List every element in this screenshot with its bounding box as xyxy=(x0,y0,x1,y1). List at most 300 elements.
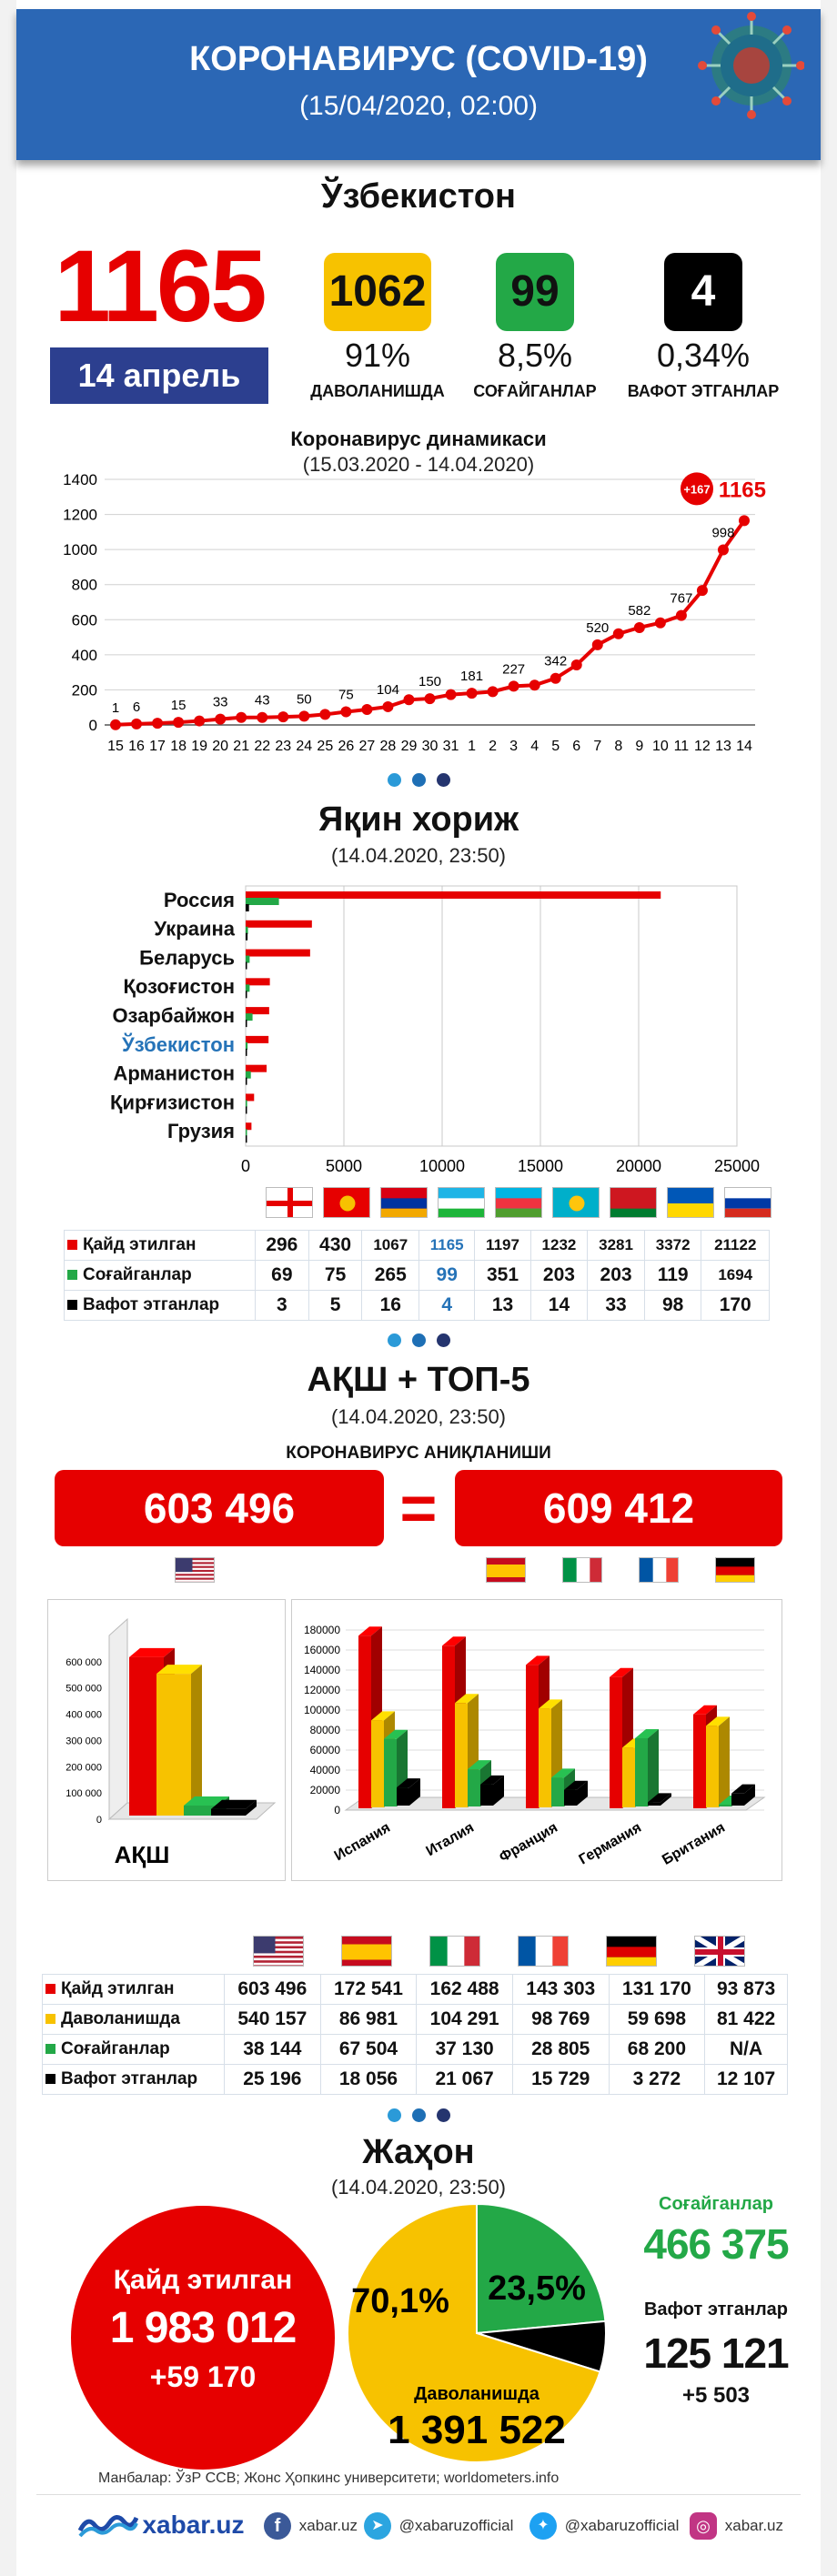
flag-stripe xyxy=(725,1198,771,1208)
y-tick-label: 400 xyxy=(71,646,97,664)
table-cell: 93 873 xyxy=(705,1975,788,2005)
table-cell: 59 698 xyxy=(609,2005,705,2035)
uz-active-pct: 91% xyxy=(344,337,411,374)
flag-graphic xyxy=(563,1558,602,1583)
world-deaths-delta: +5 503 xyxy=(681,2383,751,2408)
table-cell: 3372 xyxy=(644,1231,701,1261)
world-registered-value: 1 983 012 xyxy=(109,2304,297,2352)
table-cell: 98 769 xyxy=(512,2005,609,2035)
data-label: 15 xyxy=(170,698,187,714)
data-point xyxy=(676,610,687,621)
uzbekistan-title: Ўзбекистон xyxy=(321,177,516,216)
x-tick-label: 11 xyxy=(673,739,690,754)
data-label: 43 xyxy=(254,692,270,709)
table-cell: 3281 xyxy=(588,1231,645,1261)
top-flags-row xyxy=(0,1557,837,1590)
brand-name: xabar.uz xyxy=(142,2511,245,2539)
x-tick-label: 23 xyxy=(275,739,292,754)
data-point xyxy=(634,622,645,633)
pager-dot xyxy=(437,2108,450,2122)
twitter-link[interactable] xyxy=(529,2512,679,2540)
x-tick-label: 9 xyxy=(635,739,644,754)
data-point xyxy=(488,686,499,697)
legend-square-icon xyxy=(67,1270,77,1280)
data-point xyxy=(194,716,205,727)
x-tick-label: 25000 xyxy=(713,1157,761,1175)
flag-fr-icon xyxy=(518,1936,569,1967)
table-cell: 119 xyxy=(644,1261,701,1291)
data-label: 104 xyxy=(376,681,399,698)
data-point xyxy=(467,688,478,699)
bar-Қайд этилган xyxy=(693,1715,706,1808)
table-cell: 21122 xyxy=(701,1231,770,1261)
country-label: Қозоғистон xyxy=(123,975,235,999)
flag-stripe xyxy=(716,1575,755,1583)
flag-graphic xyxy=(668,1188,714,1218)
y-tick-label: 600 000 xyxy=(66,1656,102,1668)
table-cell: 25 196 xyxy=(225,2065,321,2095)
data-point xyxy=(131,719,142,730)
bar-Даволанишда xyxy=(371,1720,384,1807)
flag-stripe xyxy=(496,1209,542,1218)
row-label-text: Соғайганлар xyxy=(61,2039,170,2058)
flag-graphic xyxy=(267,1188,313,1218)
pager-dot xyxy=(412,2108,426,2122)
uz-deaths-box: 4 xyxy=(664,253,742,331)
x-tick-label: 10 xyxy=(651,739,669,754)
flag-emblem xyxy=(340,1196,356,1212)
near-abroad-table xyxy=(64,1230,770,1321)
world-title: Жаҳон xyxy=(362,2133,475,2171)
table-cell: 5 xyxy=(308,1291,362,1321)
row-label xyxy=(43,2035,225,2065)
bar-Соғайганлар xyxy=(468,1769,480,1806)
data-point xyxy=(550,673,561,684)
y-tick-label: 300 000 xyxy=(66,1736,102,1747)
flag-stripe xyxy=(439,1188,485,1198)
bar-Соғайганлар xyxy=(246,1129,247,1136)
data-point xyxy=(509,680,519,691)
table-row xyxy=(65,1261,770,1291)
x-tick-label: 28 xyxy=(379,739,397,754)
instagram-handle: xabar.uz xyxy=(724,2517,783,2534)
usa-total-box: 603 496 xyxy=(55,1470,384,1546)
y-tick-label: 100000 xyxy=(303,1704,340,1716)
bar-Соғайганлар xyxy=(384,1739,397,1806)
near-flags-row xyxy=(0,1187,837,1223)
data-point xyxy=(340,707,351,718)
data-point xyxy=(655,618,666,629)
x-tick-label: 15000 xyxy=(517,1157,564,1175)
dynamics-title: Коронавирус динамикаси xyxy=(290,428,547,450)
data-point xyxy=(277,711,288,722)
near-abroad-title: Яқин хориж xyxy=(318,800,519,839)
flag-stripe xyxy=(552,1937,569,1967)
flag-stripe xyxy=(610,1209,657,1218)
instagram-link[interactable] xyxy=(690,2512,783,2540)
x-tick-label: 31 xyxy=(442,739,459,754)
data-point xyxy=(173,717,184,728)
country-label: Озарбайжон xyxy=(112,1004,235,1027)
x-tick-label: 7 xyxy=(593,739,602,754)
table-cell: 203 xyxy=(588,1261,645,1291)
world-deaths-label: Вафот этганлар xyxy=(643,2299,789,2319)
pager-dot xyxy=(388,1333,401,1347)
telegram-icon: ➤ xyxy=(364,2512,391,2540)
footer-divider xyxy=(36,2494,801,2495)
table-cell: 1067 xyxy=(362,1231,419,1261)
flag-graphic xyxy=(324,1188,370,1218)
bar-Соғайганлар xyxy=(246,984,249,991)
flag-graphic xyxy=(695,1937,745,1967)
table-row xyxy=(43,2035,788,2065)
table-row xyxy=(43,2065,788,2095)
flag-kz-icon xyxy=(552,1187,600,1218)
table-cell: 81 422 xyxy=(705,2005,788,2035)
data-point xyxy=(697,585,708,596)
bar-Вафот этганлар xyxy=(246,933,247,941)
flag-canton xyxy=(176,1558,192,1572)
table-cell: 68 200 xyxy=(609,2035,705,2065)
data-point xyxy=(110,719,121,730)
y-tick-label: 1400 xyxy=(63,471,97,488)
flag-stripe xyxy=(439,1209,485,1218)
legend-square-icon xyxy=(45,2044,55,2054)
bar-Қайд этилган xyxy=(246,950,310,957)
table-row xyxy=(65,1231,770,1261)
country-label: Россия xyxy=(163,888,235,911)
table-cell: 172 541 xyxy=(320,1975,417,2005)
table-cell: 603 496 xyxy=(225,1975,321,2005)
table-row xyxy=(43,2005,788,2035)
flag-graphic xyxy=(725,1188,771,1218)
category-label: Италия xyxy=(423,1819,477,1860)
table-cell: 351 xyxy=(475,1261,530,1291)
data-label: 582 xyxy=(628,602,651,619)
pie-label-deaths-pct: 6,3% xyxy=(548,2332,602,2360)
flag-fr-icon xyxy=(639,1557,679,1583)
pie-slice-Соғайганлар xyxy=(477,2204,605,2333)
uz-deaths-label: ВАФОТ ЭТГАНЛАР xyxy=(627,382,780,400)
flag-am-icon xyxy=(380,1187,428,1218)
row-label xyxy=(65,1231,256,1261)
flag-graphic xyxy=(381,1188,428,1218)
world-cured-label: Соғайганлар xyxy=(659,2194,773,2214)
virus-icon xyxy=(695,9,804,146)
flag-stripe xyxy=(430,1937,448,1967)
flag-graphic xyxy=(716,1558,755,1583)
bar-Даволанишда xyxy=(455,1703,468,1807)
x-tick-label: 5 xyxy=(551,739,560,754)
table-cell: 104 291 xyxy=(417,2005,513,2035)
flag-graphic xyxy=(610,1188,657,1218)
data-label: 6 xyxy=(132,699,141,715)
dynamics-line-chart xyxy=(55,468,782,760)
table-cell: 13 xyxy=(475,1291,530,1321)
flag-it-icon xyxy=(562,1557,602,1583)
x-tick-label: 0 xyxy=(240,1157,251,1175)
bar-Вафот этганлар xyxy=(246,1020,247,1027)
flag-by-icon xyxy=(610,1187,657,1218)
category-label: Франция xyxy=(497,1819,560,1866)
uz-cured-box: 99 xyxy=(496,253,574,331)
bar-Қайд этилган xyxy=(246,1007,269,1014)
instagram-icon: ◎ xyxy=(690,2512,717,2540)
flag-stripe xyxy=(381,1198,428,1208)
row-label-text: Вафот этганлар xyxy=(83,1295,220,1314)
flag-stripe xyxy=(640,1558,653,1583)
data-label: 342 xyxy=(544,653,568,669)
table-cell: 37 130 xyxy=(417,2035,513,2065)
top-table-flags-row xyxy=(0,1936,837,1972)
pie-label-active-pct: 70,1% xyxy=(351,2282,449,2320)
telegram-handle: @xabaruzofficial xyxy=(398,2517,514,2534)
category-label: АҚШ xyxy=(114,1841,170,1868)
data-label: 520 xyxy=(586,619,610,636)
table-cell: 21 067 xyxy=(417,2065,513,2095)
x-tick-label: 18 xyxy=(170,739,187,754)
table-cell: 12 107 xyxy=(705,2065,788,2095)
flag-stripe xyxy=(342,1945,392,1960)
pie-active-value: 1 391 522 xyxy=(388,2408,566,2452)
flag-stripe xyxy=(254,1956,304,1958)
uz-cured-pct: 8,5% xyxy=(497,337,573,374)
y-tick-label: 0 xyxy=(96,1815,102,1826)
table-cell: 296 xyxy=(256,1231,309,1261)
row-label xyxy=(43,1975,225,2005)
data-point xyxy=(382,701,393,712)
table-cell: 540 157 xyxy=(225,2005,321,2035)
legend-square-icon xyxy=(45,2014,55,2024)
usa-datetime: (14.04.2020, 23:50) xyxy=(330,1405,507,1428)
x-tick-label: 12 xyxy=(694,739,711,754)
row-label-text: Қайд этилган xyxy=(83,1235,197,1254)
bar-Қайд этилган xyxy=(442,1645,455,1808)
data-point xyxy=(571,659,582,670)
flag-gb-icon xyxy=(694,1936,745,1967)
pager-dot xyxy=(388,773,401,787)
facebook-link[interactable] xyxy=(264,2512,358,2540)
pie-label-cured-pct: 23,5% xyxy=(488,2269,586,2308)
table-cell: 16 xyxy=(362,1291,419,1321)
data-label: 998 xyxy=(711,525,735,541)
world-datetime: (14.04.2020, 23:50) xyxy=(330,2176,507,2199)
plot-frame xyxy=(246,886,737,1146)
pager-dots-1 xyxy=(0,773,837,791)
flag-stripe xyxy=(176,1578,215,1580)
pager-dot xyxy=(388,2108,401,2122)
telegram-link[interactable] xyxy=(364,2512,513,2540)
y-tick-label: 100 000 xyxy=(66,1788,102,1800)
pager-dot xyxy=(412,773,426,787)
pager-dot xyxy=(437,1333,450,1347)
row-label xyxy=(43,2005,225,2035)
data-label: 50 xyxy=(296,691,312,708)
twitter-handle: @xabaruzofficial xyxy=(564,2517,680,2534)
flag-graphic xyxy=(254,1937,304,1967)
flag-stripe xyxy=(666,1558,679,1583)
x-tick-label: 24 xyxy=(296,739,313,754)
flag-stripe xyxy=(519,1937,536,1967)
y-tick-label: 200 000 xyxy=(66,1762,102,1774)
table-cell: 86 981 xyxy=(320,2005,417,2035)
data-point xyxy=(319,709,330,719)
flag-emblem xyxy=(570,1196,585,1212)
data-label: 33 xyxy=(212,694,228,710)
near-abroad-bar-chart xyxy=(64,873,773,1182)
data-point xyxy=(236,712,247,723)
pager-dot xyxy=(412,1333,426,1347)
uz-date-badge: 14 апрель xyxy=(50,347,268,404)
flag-us-icon xyxy=(175,1557,215,1583)
flag-de-icon xyxy=(606,1936,657,1967)
x-tick-label: 30 xyxy=(421,739,439,754)
table-row xyxy=(43,1975,788,2005)
flag-stripe xyxy=(176,1582,215,1583)
brand-logo[interactable] xyxy=(78,2511,245,2540)
flag-canton xyxy=(254,1937,276,1953)
table-cell: 3 xyxy=(256,1291,309,1321)
table-cell: 18 056 xyxy=(320,2065,417,2095)
legend-square-icon xyxy=(45,2074,55,2084)
y-tick-label: 0 xyxy=(88,717,97,734)
uz-cured-label: СОҒАЙГАНЛАР xyxy=(473,382,597,400)
row-label xyxy=(43,2065,225,2095)
flag-stripe xyxy=(254,1960,304,1963)
table-cell: 203 xyxy=(530,1261,588,1291)
header-datetime: (15/04/2020, 02:00) xyxy=(299,91,538,121)
facebook-handle: xabar.uz xyxy=(298,2517,358,2534)
bar-Вафот этганлар xyxy=(246,991,247,998)
y-tick-label: 500 000 xyxy=(66,1683,102,1695)
y-tick-label: 200 xyxy=(71,681,97,699)
data-point xyxy=(529,679,540,690)
row-label-text: Соғайганлар xyxy=(83,1265,192,1284)
flag-stripe xyxy=(607,1957,657,1967)
category-label: Германия xyxy=(576,1819,644,1868)
data-point xyxy=(613,629,624,639)
y-tick-label: 600 xyxy=(71,611,97,629)
bar-Соғайганлар xyxy=(246,1100,247,1107)
bar-Даволанишда-side xyxy=(719,1716,730,1807)
bar-Вафот этганлар xyxy=(648,1802,661,1806)
data-point xyxy=(215,714,226,725)
data-point xyxy=(152,718,163,729)
bar-Вафот этганлар xyxy=(731,1794,744,1806)
bar-Вафот этганлар xyxy=(246,1106,247,1113)
bar-Қайд этилган xyxy=(246,978,270,985)
top5-3d-bar-chart xyxy=(291,1599,782,1881)
table-cell: 143 303 xyxy=(512,1975,609,2005)
usa-subtitle: КОРОНАВИРУС АНИҚЛАНИШИ xyxy=(286,1444,551,1463)
legend-square-icon xyxy=(45,1984,55,1994)
bar-Соғайганлар xyxy=(246,927,248,934)
y-tick-label: 400 000 xyxy=(66,1709,102,1721)
legend-square-icon xyxy=(67,1300,77,1310)
header-title: КОРОНАВИРУС (COVID-19) xyxy=(189,40,648,78)
x-tick-label: 29 xyxy=(400,739,418,754)
x-tick-label: 15 xyxy=(107,739,124,754)
y-tick-label: 160000 xyxy=(303,1644,340,1656)
x-tick-label: 21 xyxy=(233,739,250,754)
x-tick-label: 3 xyxy=(509,739,519,754)
table-cell: 1197 xyxy=(475,1231,530,1261)
dynamics-range: (15.03.2020 - 14.04.2020) xyxy=(302,453,535,476)
bar-Даволанишда xyxy=(156,1674,191,1816)
y-tick-label: 20000 xyxy=(309,1784,340,1796)
flag-ge-icon xyxy=(266,1187,313,1218)
row-label xyxy=(65,1261,256,1291)
flag-it-icon xyxy=(429,1936,480,1967)
bar-Қайд этилган xyxy=(246,1122,251,1130)
bar-Вафот этганлар xyxy=(480,1785,493,1806)
flag-uz-icon xyxy=(438,1187,485,1218)
bar-Соғайганлар xyxy=(551,1777,564,1806)
flag-cross xyxy=(267,1201,313,1206)
flag-graphic xyxy=(496,1188,542,1218)
pager-dot xyxy=(437,773,450,787)
flag-stripe xyxy=(487,1565,526,1577)
uz-active-label: ДАВОЛАНИШДА xyxy=(310,382,445,400)
bar-Қайд этилган xyxy=(610,1677,622,1808)
table-cell: 98 xyxy=(644,1291,701,1321)
bar-Даволанишда xyxy=(622,1747,635,1807)
world-pie-chart xyxy=(344,2192,610,2474)
uz-active-box: 1062 xyxy=(324,253,431,331)
flag-de-icon xyxy=(715,1557,755,1583)
pie-active-label: Даволанишда xyxy=(414,2384,540,2404)
table-cell: 4 xyxy=(419,1291,475,1321)
row-label-text: Вафот этганлар xyxy=(61,2069,198,2088)
flag-stripe xyxy=(254,1965,304,1967)
x-tick-label: 27 xyxy=(358,739,376,754)
table-cell: N/A xyxy=(705,2035,788,2065)
flag-graphic xyxy=(342,1937,392,1967)
world-cured-value: 466 375 xyxy=(643,2220,789,2268)
row-label-text: Даволанишда xyxy=(61,2009,180,2028)
table-cell: 99 xyxy=(419,1261,475,1291)
flag-az-icon xyxy=(495,1187,542,1218)
row-label-text: Қайд этилган xyxy=(61,1979,175,1998)
bar-Даволанишда xyxy=(539,1708,551,1807)
bar-Даволанишда xyxy=(706,1726,719,1807)
country-label: Ўзбекистон xyxy=(122,1032,235,1056)
data-point xyxy=(257,712,267,723)
flag-stripe xyxy=(176,1574,215,1575)
flag-stripe xyxy=(607,1947,657,1957)
y-tick-label: 140000 xyxy=(303,1664,340,1676)
near-abroad-datetime: (14.04.2020, 23:50) xyxy=(330,844,507,867)
back-wall xyxy=(109,1619,127,1819)
flag-es-icon xyxy=(341,1936,392,1967)
table-cell: 170 xyxy=(701,1291,770,1321)
usa-3d-bar-chart xyxy=(47,1599,286,1881)
bar-Қайд этилган xyxy=(246,921,312,928)
uz-total-number: 1165 xyxy=(54,229,265,343)
data-point xyxy=(446,689,457,700)
flag-cross xyxy=(695,1949,745,1955)
brand-wave-icon xyxy=(78,2512,138,2538)
bar-Вафот этганлар xyxy=(246,1078,247,1085)
bar-Вафот этганлар xyxy=(246,1049,247,1056)
table-cell: 28 805 xyxy=(512,2035,609,2065)
flag-graphic xyxy=(640,1558,679,1583)
bar-Соғайганлар xyxy=(719,1805,731,1806)
x-tick-label: 14 xyxy=(736,739,752,754)
country-label: Беларусь xyxy=(139,946,235,970)
flag-stripe xyxy=(381,1209,428,1218)
flag-stripe xyxy=(563,1558,577,1583)
